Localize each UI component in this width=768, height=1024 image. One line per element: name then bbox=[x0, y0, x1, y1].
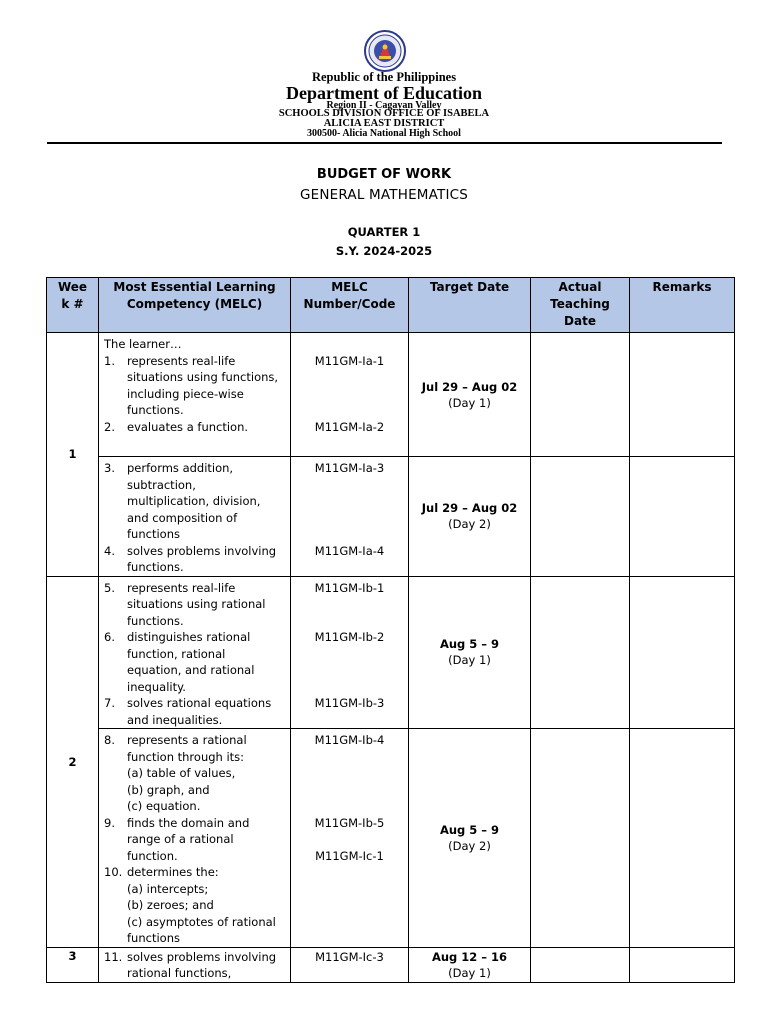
melc-text: represents real-life bbox=[127, 580, 236, 595]
header-divider bbox=[47, 142, 722, 144]
table-row bbox=[47, 947, 735, 982]
melc-text: (c) equation. bbox=[127, 799, 201, 813]
melc-text: (c) asymptotes of rational bbox=[127, 914, 276, 929]
melc-code bbox=[291, 646, 408, 663]
melc-line bbox=[104, 798, 290, 815]
melc-line bbox=[104, 712, 290, 729]
melc-number: 8. bbox=[104, 733, 115, 747]
melc-line bbox=[104, 749, 290, 766]
target-day: (Day 2) bbox=[448, 838, 491, 853]
melc-text: subtraction, bbox=[127, 477, 196, 492]
header-target-date: Target Date bbox=[409, 278, 531, 333]
target-date-cell bbox=[409, 333, 531, 457]
melc-code bbox=[291, 510, 408, 527]
target-date-cell bbox=[409, 576, 531, 729]
melc-line bbox=[104, 897, 290, 914]
melc-code: M11GM-Ib-3 bbox=[314, 696, 385, 710]
melc-line bbox=[104, 386, 290, 403]
actual-date-cell[interactable] bbox=[531, 947, 630, 982]
melc-line bbox=[104, 930, 290, 947]
melc-intro: The learner… bbox=[104, 337, 182, 351]
melc-line bbox=[104, 662, 290, 679]
header-region: Region II - Cagayan Valley bbox=[326, 100, 442, 111]
melc-line bbox=[104, 732, 290, 749]
code-cell bbox=[291, 457, 409, 577]
code-cell bbox=[291, 947, 409, 982]
header-department: Department of Education bbox=[286, 83, 482, 103]
melc-line bbox=[104, 559, 290, 576]
melc-text: functions. bbox=[127, 560, 184, 574]
melc-code bbox=[291, 679, 408, 696]
melc-line bbox=[104, 646, 290, 663]
remarks-cell[interactable] bbox=[630, 457, 735, 577]
melc-number: 11. bbox=[104, 949, 123, 964]
melc-cell bbox=[99, 947, 291, 982]
melc-text: (b) zeroes; and bbox=[127, 898, 214, 912]
melc-line bbox=[104, 613, 290, 630]
melc-text: distinguishes rational bbox=[127, 630, 251, 644]
document-subject: GENERAL MATHEMATICS bbox=[299, 187, 469, 203]
melc-number: 3. bbox=[104, 461, 115, 475]
melc-line bbox=[104, 460, 290, 477]
melc-line bbox=[104, 881, 290, 898]
melc-text: multiplication, division, bbox=[127, 494, 261, 508]
melc-line bbox=[104, 949, 290, 966]
melc-text: functions bbox=[127, 527, 180, 541]
header-melc: Most Essential Learning Competency (MELC) bbox=[99, 278, 291, 333]
melc-text: including piece-wise bbox=[127, 386, 244, 401]
actual-date-cell[interactable] bbox=[531, 576, 630, 729]
melc-code bbox=[291, 798, 408, 815]
melc-cell bbox=[99, 333, 291, 457]
melc-code bbox=[291, 749, 408, 766]
melc-number: 4. bbox=[104, 543, 115, 558]
target-date-cell bbox=[409, 947, 531, 982]
melc-line bbox=[104, 402, 290, 419]
melc-code bbox=[291, 712, 408, 729]
melc-line bbox=[104, 965, 290, 982]
melc-code: M11GM-Ib-1 bbox=[314, 580, 385, 595]
melc-text: (a) table of values, bbox=[127, 766, 236, 780]
melc-text: functions. bbox=[127, 613, 184, 628]
melc-code: M11GM-Ic-1 bbox=[315, 848, 384, 863]
melc-text: (b) graph, and bbox=[127, 782, 210, 797]
melc-text: rational functions, bbox=[127, 966, 232, 980]
melc-cell bbox=[99, 576, 291, 729]
melc-code bbox=[291, 493, 408, 510]
budget-of-work-table bbox=[46, 277, 735, 983]
melc-text: range of a rational bbox=[127, 832, 234, 846]
melc-line bbox=[104, 526, 290, 543]
target-day: (Day 1) bbox=[448, 653, 491, 668]
melc-code bbox=[291, 930, 408, 947]
melc-line bbox=[104, 782, 290, 799]
melc-line bbox=[104, 831, 290, 848]
melc-code bbox=[291, 831, 408, 848]
remarks-cell[interactable] bbox=[630, 576, 735, 729]
melc-text: solves rational equations bbox=[127, 696, 272, 710]
melc-cell bbox=[99, 457, 291, 577]
document-quarter: QUARTER 1 bbox=[347, 225, 421, 239]
target-day: (Day 1) bbox=[448, 395, 491, 410]
melc-text: function. bbox=[127, 848, 178, 863]
melc-line bbox=[104, 510, 290, 527]
melc-number: 1. bbox=[104, 353, 115, 368]
melc-text: function, rational bbox=[127, 646, 226, 661]
melc-text: (a) intercepts; bbox=[127, 881, 209, 896]
target-date-cell bbox=[409, 729, 531, 948]
melc-line bbox=[104, 629, 290, 646]
melc-code bbox=[291, 386, 408, 403]
target-date-cell bbox=[409, 457, 531, 577]
melc-line bbox=[104, 369, 290, 386]
header-remarks: Remarks bbox=[630, 278, 735, 333]
melc-code bbox=[291, 897, 408, 914]
melc-code bbox=[291, 914, 408, 931]
code-cell bbox=[291, 576, 409, 729]
melc-number: 9. bbox=[104, 815, 115, 830]
melc-code: M11GM-Ia-2 bbox=[314, 419, 385, 434]
melc-text: functions bbox=[127, 931, 180, 945]
melc-text: solves problems involving bbox=[127, 543, 277, 558]
melc-code bbox=[291, 402, 408, 419]
remarks-cell[interactable] bbox=[630, 947, 735, 982]
melc-code: M11GM-Ia-1 bbox=[314, 353, 385, 368]
melc-text: represents real-life bbox=[127, 353, 236, 368]
table-row bbox=[47, 333, 735, 457]
melc-code: M11GM-Ia-3 bbox=[314, 461, 385, 475]
target-date: Aug 12 – 16 bbox=[431, 949, 508, 964]
melc-code: M11GM-Ic-3 bbox=[315, 949, 384, 964]
header-district: ALICIA EAST DISTRICT bbox=[323, 118, 445, 129]
week-cell: 2 bbox=[47, 576, 99, 947]
melc-line bbox=[104, 765, 290, 782]
target-date: Jul 29 – Aug 02 bbox=[421, 501, 518, 516]
melc-number: 10. bbox=[104, 865, 123, 879]
target-day: (Day 2) bbox=[448, 517, 491, 532]
melc-number: 5. bbox=[104, 580, 115, 595]
document-school-year: S.Y. 2024-2025 bbox=[335, 244, 433, 258]
melc-line bbox=[104, 695, 290, 712]
header-week: Wee k # bbox=[47, 278, 99, 333]
melc-text: represents a rational bbox=[127, 733, 247, 747]
melc-cell bbox=[99, 729, 291, 948]
melc-number: 6. bbox=[104, 630, 115, 644]
actual-date-cell[interactable] bbox=[531, 729, 630, 948]
code-cell bbox=[291, 333, 409, 457]
melc-line bbox=[104, 580, 290, 597]
code-cell bbox=[291, 729, 409, 948]
target-date: Jul 29 – Aug 02 bbox=[421, 379, 518, 394]
melc-code: M11GM-Ib-2 bbox=[314, 630, 385, 644]
melc-number: 2. bbox=[104, 419, 115, 434]
melc-code bbox=[291, 613, 408, 630]
melc-number: 7. bbox=[104, 696, 115, 710]
melc-code bbox=[291, 864, 408, 881]
remarks-cell[interactable] bbox=[630, 333, 735, 457]
melc-text: situations using functions, bbox=[127, 370, 279, 384]
melc-text: functions. bbox=[127, 403, 184, 417]
actual-date-cell[interactable] bbox=[531, 457, 630, 577]
melc-line bbox=[104, 596, 290, 613]
melc-text: finds the domain and bbox=[127, 815, 250, 830]
melc-text: determines the: bbox=[127, 865, 219, 879]
table-row bbox=[47, 457, 735, 577]
melc-text: evaluates a function. bbox=[127, 419, 249, 434]
melc-code bbox=[291, 369, 408, 386]
week-cell: 3 bbox=[47, 947, 99, 982]
melc-line bbox=[104, 815, 290, 832]
melc-line bbox=[104, 419, 290, 436]
melc-text: performs addition, bbox=[127, 461, 234, 475]
melc-text: situations using rational bbox=[127, 597, 266, 611]
melc-code bbox=[291, 965, 408, 982]
document-title: BUDGET OF WORK bbox=[316, 167, 452, 182]
header-school: 300500- Alicia National High School bbox=[307, 128, 461, 139]
melc-code: M11GM-Ib-4 bbox=[314, 733, 385, 747]
melc-text: inequality. bbox=[127, 679, 186, 694]
melc-code bbox=[291, 526, 408, 543]
melc-text: and composition of bbox=[127, 510, 238, 525]
melc-code bbox=[291, 477, 408, 494]
header-republic: Republic of the Philippines bbox=[311, 70, 457, 84]
actual-date-cell[interactable] bbox=[531, 333, 630, 457]
remarks-cell[interactable] bbox=[630, 729, 735, 948]
melc-code bbox=[291, 765, 408, 782]
target-date: Aug 5 – 9 bbox=[439, 637, 500, 652]
melc-text: function through its: bbox=[127, 749, 245, 764]
header-division: SCHOOLS DIVISION OFFICE OF ISABELA bbox=[278, 108, 490, 119]
melc-line bbox=[104, 477, 290, 494]
melc-text: and inequalities. bbox=[127, 712, 223, 727]
week-cell: 1 bbox=[47, 333, 99, 577]
melc-line bbox=[104, 353, 290, 370]
melc-line bbox=[104, 679, 290, 696]
target-day: (Day 1) bbox=[448, 965, 491, 980]
table-header-row bbox=[47, 278, 735, 333]
header-actual-date: Actual Teaching Date bbox=[531, 278, 630, 333]
melc-line bbox=[104, 914, 290, 931]
melc-code bbox=[291, 881, 408, 898]
melc-code bbox=[291, 662, 408, 679]
melc-code: M11GM-Ib-5 bbox=[314, 815, 385, 830]
melc-line bbox=[104, 864, 290, 881]
melc-text: equation, and rational bbox=[127, 663, 255, 677]
melc-code bbox=[291, 559, 408, 576]
melc-line bbox=[104, 493, 290, 510]
melc-code bbox=[291, 596, 408, 613]
table-row bbox=[47, 576, 735, 729]
melc-text: solves problems involving bbox=[127, 949, 277, 964]
melc-code bbox=[291, 782, 408, 799]
deped-seal-icon bbox=[360, 30, 410, 72]
header-code: MELC Number/Code bbox=[291, 278, 409, 333]
target-date: Aug 5 – 9 bbox=[439, 822, 500, 837]
melc-line bbox=[104, 543, 290, 560]
melc-line bbox=[104, 848, 290, 865]
table-row bbox=[47, 729, 735, 948]
melc-code: M11GM-Ia-4 bbox=[314, 543, 385, 558]
